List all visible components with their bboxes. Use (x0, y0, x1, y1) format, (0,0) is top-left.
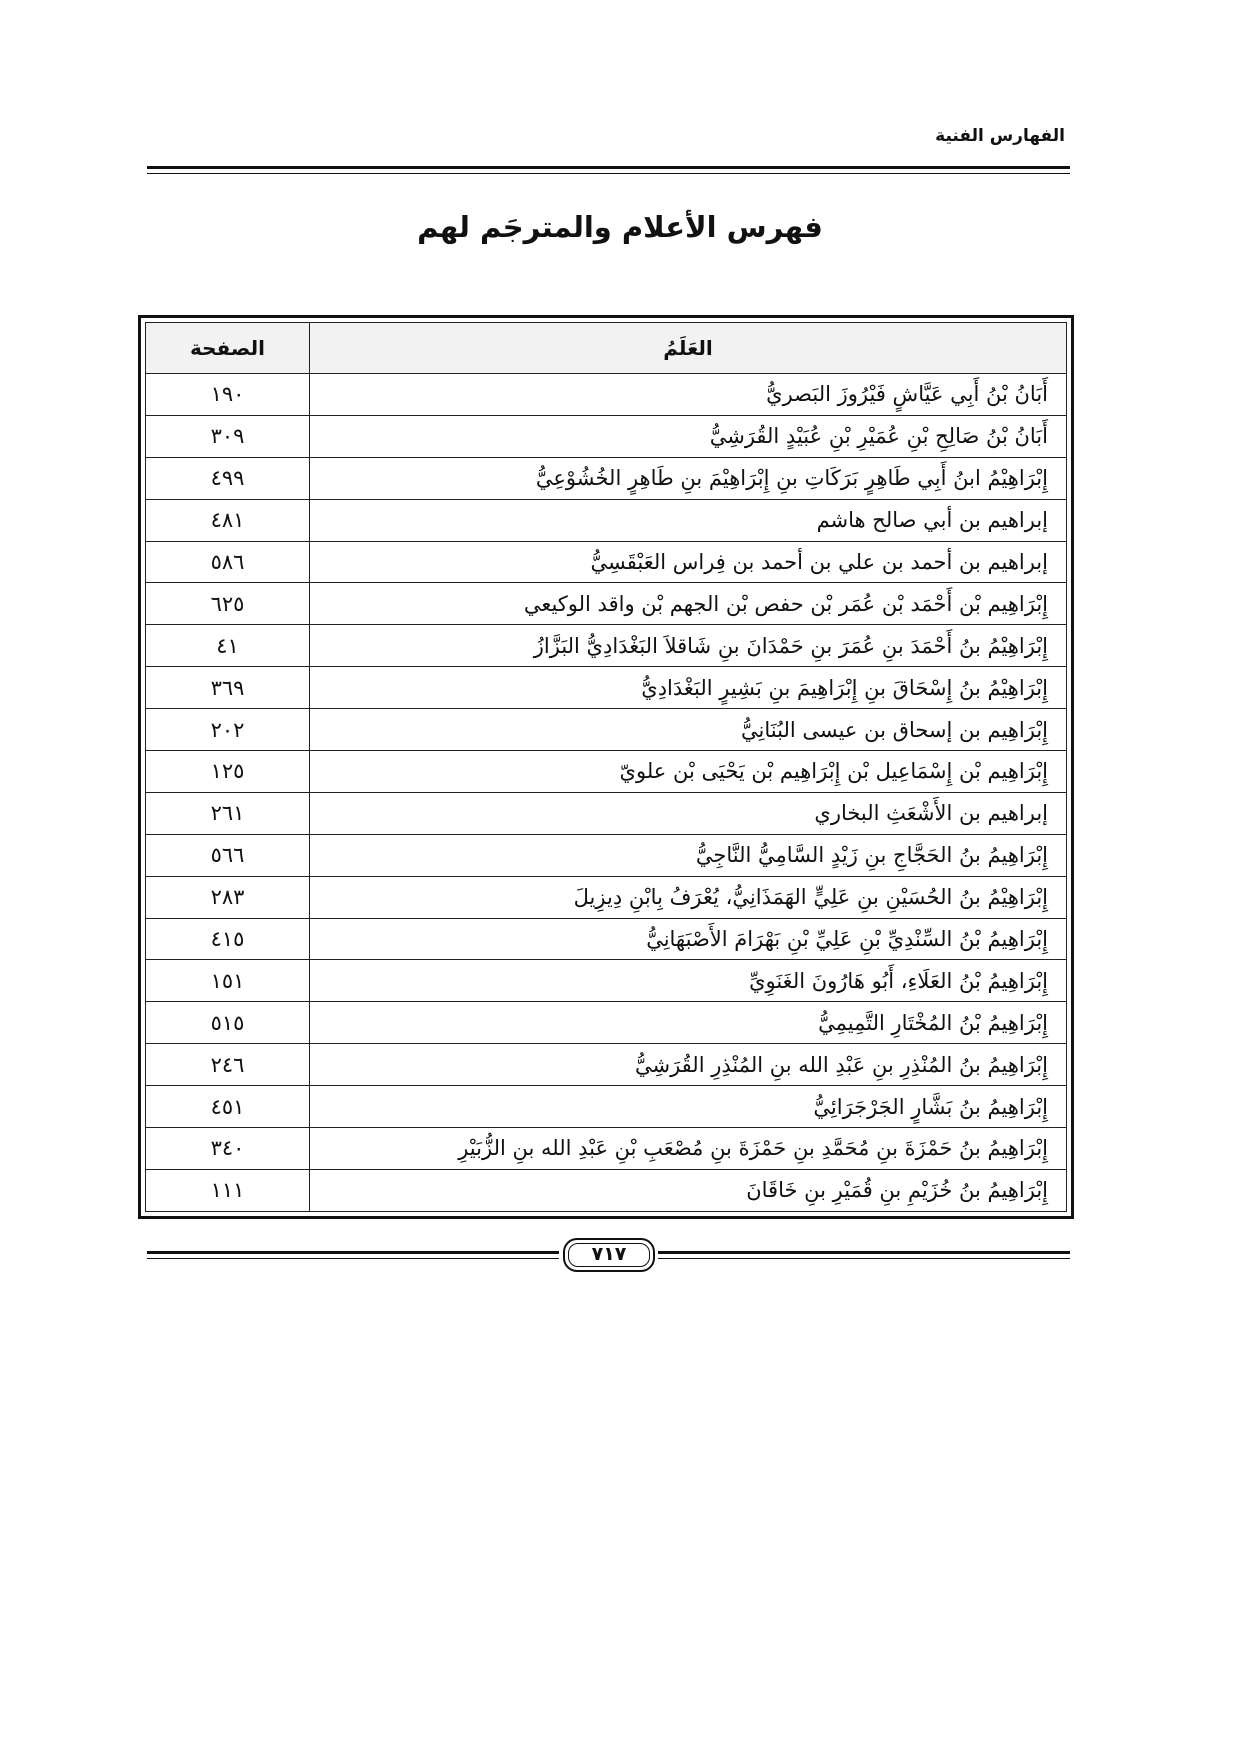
name-cell: إِبْرَاهِيم بْن أَحْمَد بْن عُمَر بْن حفص بْن الجهم بْن واقد الوكيعي (310, 583, 1067, 625)
page-number-text: ٧١٧ (591, 1243, 627, 1265)
name-cell: إِبْرَاهِيم بْن إِسْمَاعِيل بْن إِبْرَاهِيم بْن يَحْيَى بْن علويّ (310, 751, 1067, 793)
page-cell: ٢٠٢ (146, 709, 310, 751)
page-cell: ٢٨٣ (146, 876, 310, 918)
page-cell: ١٥١ (146, 960, 310, 1002)
page-cell: ٢٦١ (146, 792, 310, 834)
name-cell: إِبْرَاهِيمُ بنُ خُزَيْمِ بنِ قُمَيْرِ بنِ خَاقَانَ (310, 1169, 1067, 1211)
name-cell: إِبْرَاهِيمُ بنُ الحَجَّاجِ بنِ زَيْدٍ السَّامِيُّ النَّاجِيُّ (310, 834, 1067, 876)
table-row (146, 1128, 1067, 1170)
page-cell: ٤١٥ (146, 918, 310, 960)
name-cell: أَبَانُ بْنُ صَالِحِ بْنِ عُمَيْرِ بْنِ عُبَيْدٍ القُرَشِيُّ (310, 415, 1067, 457)
page-cell: ٤١ (146, 625, 310, 667)
page-cell: ٥٨٦ (146, 541, 310, 583)
name-cell: إِبْرَاهِيمُ بنُ المُنْذِرِ بنِ عَبْدِ الله بنِ المُنْذِرِ القُرَشِيُّ (310, 1044, 1067, 1086)
name-cell: إِبْرَاهِيْمُ بنُ أَحْمَدَ بنِ عُمَرَ بنِ حَمْدَانَ بنِ شَاقلاَ البَغْدَادِيُّ البَزَّازُ (310, 625, 1067, 667)
name-cell: إِبْرَاهِيمُ بنُ حَمْزَةَ بنِ مُحَمَّدِ بنِ حَمْزَةَ بنِ مُصْعَبِ بْنِ عَبْدِ الله بنِ الزُّبَيْرِ (310, 1128, 1067, 1170)
page-cell: ٥١٥ (146, 1002, 310, 1044)
page-cell: ٦٢٥ (146, 583, 310, 625)
column-header-name: العَلَمُ (310, 323, 1067, 374)
index-table (145, 322, 1067, 1212)
table-row (146, 960, 1067, 1002)
page-number (563, 1238, 655, 1272)
table-row (146, 918, 1067, 960)
name-cell: إِبْرَاهِيْمُ بنُ إِسْحَاقَ بنِ إِبْرَاهِيمَ بنِ بَشِيرٍ البَغْدَادِيُّ (310, 667, 1067, 709)
name-cell: إِبْرَاهِيمُ بنُ بَشَّارٍ الجَرْجَرَائِيُّ (310, 1086, 1067, 1128)
table-row (146, 667, 1067, 709)
table-row (146, 1002, 1067, 1044)
name-cell: إِبْرَاهِيْمُ بنُ الحُسَيْنِ بنِ عَلِيٍّ الهَمَذَانِيُّ، يُعْرَفُ بِابْنِ دِيزِيلَ (310, 876, 1067, 918)
page-cell: ١١١ (146, 1169, 310, 1211)
header-rule (147, 166, 1070, 172)
table-row (146, 541, 1067, 583)
name-cell: أَبَانُ بْنُ أَبِي عَيَّاشٍ فَيْرُوزَ البَصريُّ (310, 374, 1067, 416)
page-cell: ٥٦٦ (146, 834, 310, 876)
table-row (146, 709, 1067, 751)
table-row (146, 834, 1067, 876)
table-header-row (146, 323, 1067, 374)
name-cell: إِبْرَاهِيمُ بْنُ المُخْتَارِ التَّمِيمِيُّ (310, 1002, 1067, 1044)
table-row (146, 792, 1067, 834)
footer-rule-right (658, 1251, 1070, 1263)
table-row (146, 374, 1067, 416)
name-cell: إِبْرَاهِيمُ بْنُ العَلَاءِ، أَبُو هَارُونَ الغَنَوِيِّ (310, 960, 1067, 1002)
page-cell: ١٢٥ (146, 751, 310, 793)
page-title: فهرس الأعلام والمترجَم لهم (417, 210, 823, 244)
table-row (146, 499, 1067, 541)
table-row (146, 1044, 1067, 1086)
name-cell: إبراهيم بن أبي صالح هاشم (310, 499, 1067, 541)
table-row (146, 876, 1067, 918)
name-cell: إِبْرَاهِيمُ بْنُ السِّنْدِيِّ بْنِ عَلِيِّ بْنِ بَهْرَامَ الأَصْبَهَانِيُّ (310, 918, 1067, 960)
page-cell: ١٩٠ (146, 374, 310, 416)
table-row (146, 457, 1067, 499)
page-cell: ٤٥١ (146, 1086, 310, 1128)
page-cell: ٢٤٦ (146, 1044, 310, 1086)
page-cell: ٣٤٠ (146, 1128, 310, 1170)
name-cell: إبراهيم بن الأَشْعَثِ البخاري (310, 792, 1067, 834)
index-table-frame (138, 315, 1074, 1219)
footer-rule-left (147, 1251, 559, 1263)
page-cell: ٣٠٩ (146, 415, 310, 457)
page-cell: ٣٦٩ (146, 667, 310, 709)
name-cell: إبراهيم بن أحمد بن علي بن أحمد بن فِراس العَبْقَسِيُّ (310, 541, 1067, 583)
table-row (146, 583, 1067, 625)
page-cell: ٤٩٩ (146, 457, 310, 499)
table-row (146, 415, 1067, 457)
running-header: الفهارس الفنية (935, 126, 1065, 146)
name-cell: إِبْرَاهِيم بن إسحاق بن عيسى البُنَانِيُّ (310, 709, 1067, 751)
index-table-body (146, 374, 1067, 1212)
table-row (146, 751, 1067, 793)
page-cell: ٤٨١ (146, 499, 310, 541)
column-header-page: الصفحة (146, 323, 310, 374)
table-row (146, 625, 1067, 667)
name-cell: إِبْرَاهِيْمُ ابنُ أَبِي طَاهِرٍ بَرَكَاتِ بنِ إِبْرَاهِيْمَ بنِ طَاهِرٍ الخُشُوْعِيُّ (310, 457, 1067, 499)
table-row (146, 1169, 1067, 1211)
table-row (146, 1086, 1067, 1128)
